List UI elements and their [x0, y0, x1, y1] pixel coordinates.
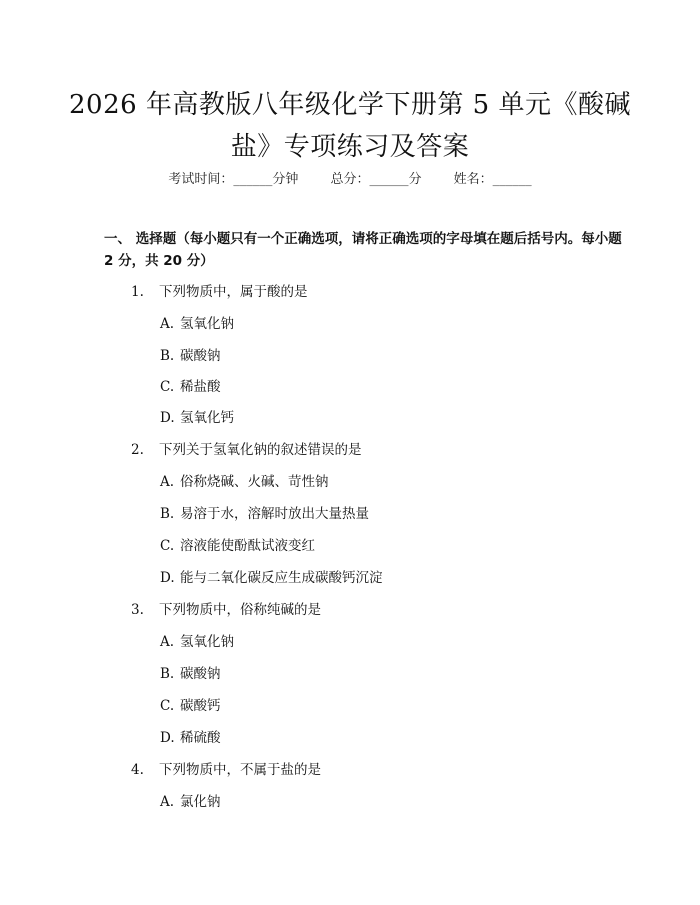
option-3d — [160, 728, 221, 748]
option-letter: C. — [160, 379, 175, 395]
exam-score: 总分：______分 — [330, 172, 422, 187]
option-text: 能与二氧化碳反应生成碳酸钙沉淀 — [180, 570, 383, 586]
question-number: 2. — [131, 442, 144, 458]
option-letter: A. — [160, 794, 175, 810]
option-letter: B. — [160, 348, 175, 364]
exam-meta — [0, 168, 700, 187]
question-3 — [131, 600, 321, 620]
option-letter: B. — [160, 666, 175, 682]
option-letter: D. — [160, 570, 175, 586]
option-text: 溶液能使酚酞试液变红 — [180, 538, 315, 554]
option-text: 氢氧化钠 — [180, 316, 234, 332]
option-text: 碳酸钠 — [180, 348, 221, 364]
option-letter: C. — [160, 698, 175, 714]
section-heading: 一、 选择题（每小题只有一个正确选项，请将正确选项的字母填在题后括号内。每小题 2 分，共 20 分） — [104, 231, 622, 269]
option-letter: A. — [160, 634, 175, 650]
option-2c — [160, 536, 315, 556]
option-letter: C. — [160, 538, 175, 554]
option-letter: A. — [160, 316, 175, 332]
option-letter: A. — [160, 474, 175, 490]
question-2 — [131, 440, 362, 460]
question-text: 下列物质中，俗称纯碱的是 — [159, 602, 321, 618]
question-1 — [131, 282, 308, 302]
option-1a — [160, 314, 234, 334]
option-2b — [160, 504, 369, 524]
option-letter: D. — [160, 730, 175, 746]
option-text: 氯化钠 — [180, 794, 221, 810]
option-3c — [160, 696, 221, 716]
document-title: 2026 年高教版八年级化学下册第 5 单元《酸碱盐》专项练习及答案 — [68, 90, 631, 162]
question-text: 下列物质中，不属于盐的是 — [159, 762, 321, 778]
option-3b — [160, 664, 221, 684]
exam-name: 姓名：______ — [453, 172, 532, 187]
exam-time: 考试时间：______分钟 — [168, 172, 299, 187]
option-2a — [160, 472, 329, 492]
option-text: 俗称烧碱、火碱、苛性钠 — [180, 474, 329, 490]
option-letter: D. — [160, 410, 175, 426]
option-text: 碳酸钠 — [180, 666, 221, 682]
question-number: 1. — [131, 284, 144, 300]
question-text: 下列关于氢氧化钠的叙述错误的是 — [159, 442, 362, 458]
option-text: 稀盐酸 — [180, 379, 221, 395]
question-number: 3. — [131, 602, 144, 618]
question-number: 4. — [131, 762, 144, 778]
option-text: 稀硫酸 — [180, 730, 221, 746]
option-4a — [160, 792, 221, 812]
question-text: 下列物质中，属于酸的是 — [159, 284, 308, 300]
option-text: 碳酸钙 — [180, 698, 221, 714]
option-2d — [160, 568, 383, 588]
option-text: 氢氧化钠 — [180, 634, 234, 650]
option-text: 氢氧化钙 — [180, 410, 234, 426]
question-4 — [131, 760, 321, 780]
option-1d — [160, 408, 234, 428]
option-letter: B. — [160, 506, 175, 522]
option-1c — [160, 377, 221, 397]
option-text: 易溶于水，溶解时放出大量热量 — [180, 506, 369, 522]
option-3a — [160, 632, 234, 652]
option-1b — [160, 346, 221, 366]
